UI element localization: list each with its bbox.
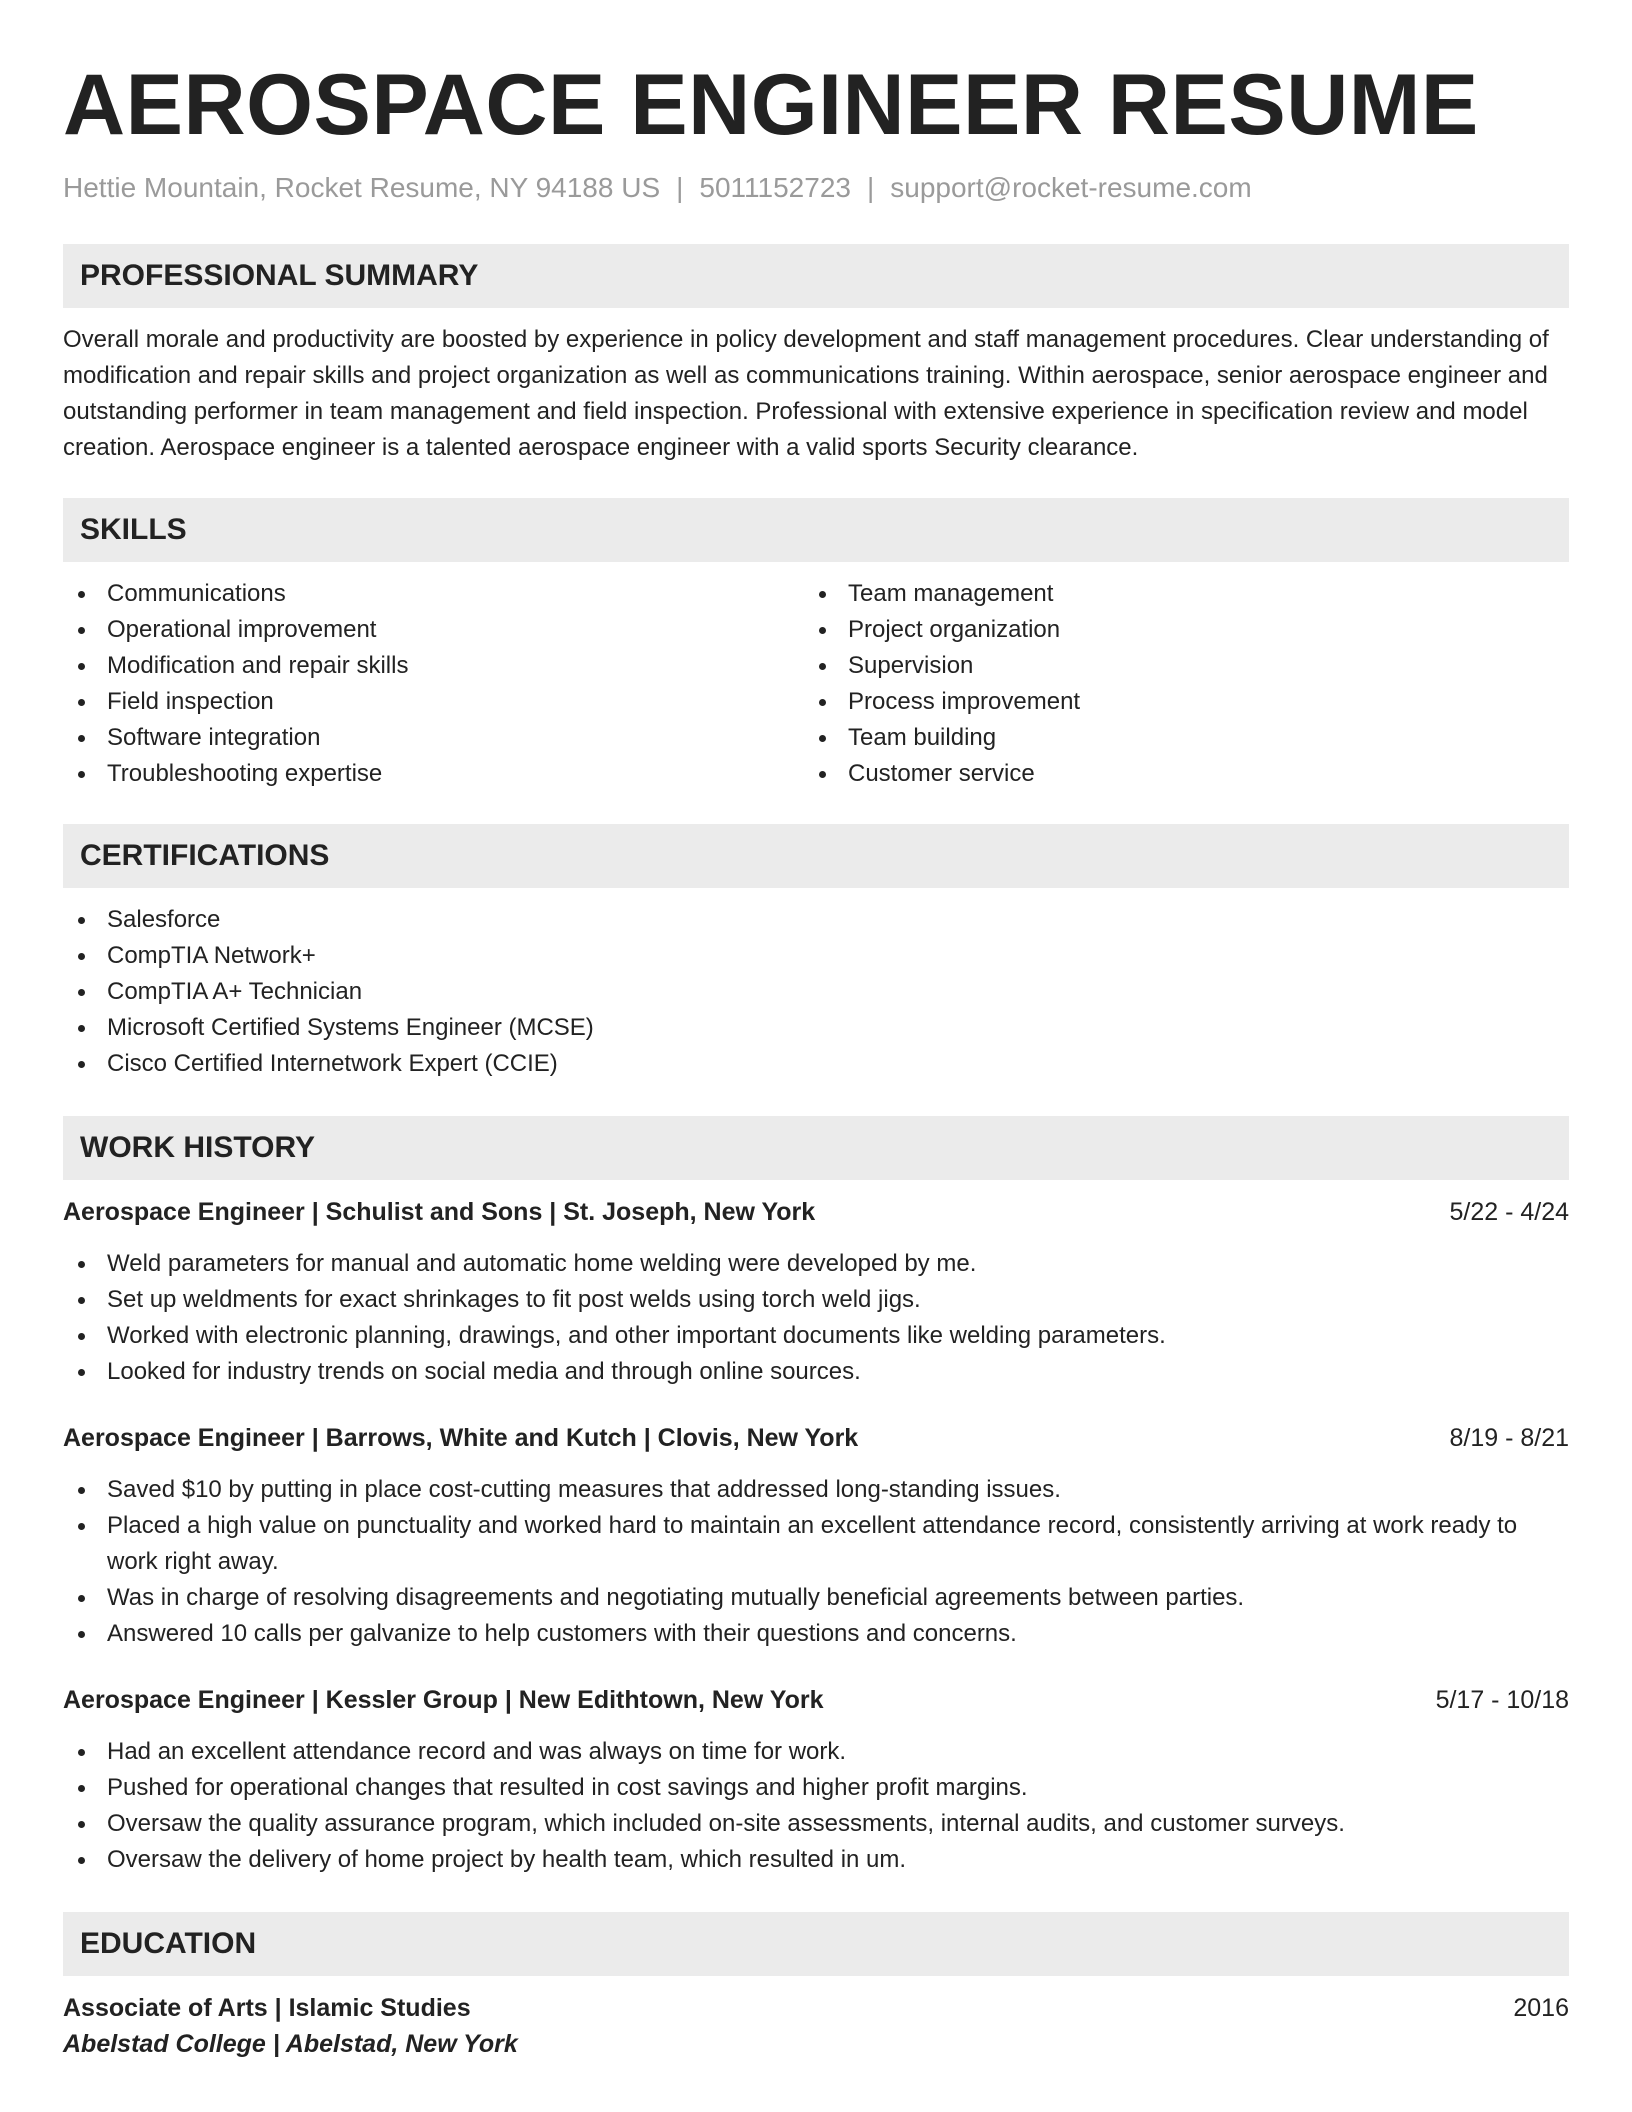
job-entry bbox=[63, 1420, 1569, 1652]
skill-item: Communications bbox=[63, 576, 804, 612]
job-title: Aerospace Engineer | Schulist and Sons | St. Joseph, New York bbox=[63, 1198, 816, 1226]
job-bullet: Oversaw the quality assurance program, which included on-site assessments, internal audits, and customer surveys. bbox=[63, 1806, 1569, 1842]
certification-item: Cisco Certified Internetwork Expert (CCIE) bbox=[63, 1046, 1569, 1082]
contact-separator: | bbox=[676, 172, 684, 203]
job-bullet: Oversaw the delivery of home project by health team, which resulted in um. bbox=[63, 1842, 1569, 1878]
education-header bbox=[63, 1990, 1569, 2026]
skill-item: Supervision bbox=[804, 648, 1569, 684]
section-header-certifications: CERTIFICATIONS bbox=[63, 824, 1569, 888]
skill-item: Modification and repair skills bbox=[63, 648, 804, 684]
summary-text: Overall morale and productivity are boosted by experience in policy development and staff management procedures. Clear understanding of modification and repair skills and project organization as well as communications training. Within aerospace, senior aerospace engineer and outstanding performer in team management and field inspection. Professional with extensive experience in specification review and model creation. Aerospace engineer is a talented aerospace engineer with a valid sports Security clearance. bbox=[63, 326, 1549, 461]
skill-item: Field inspection bbox=[63, 684, 804, 720]
certification-item: CompTIA A+ Technician bbox=[63, 974, 1569, 1010]
section-header-education: EDUCATION bbox=[63, 1912, 1569, 1976]
skill-item: Project organization bbox=[804, 612, 1569, 648]
contact-phone: 5011152723 bbox=[699, 172, 851, 203]
skill-item: Troubleshooting expertise bbox=[63, 756, 804, 792]
job-header bbox=[63, 1682, 1569, 1718]
job-entry bbox=[63, 1194, 1569, 1390]
contact-address: Hettie Mountain, Rocket Resume, NY 94188 US bbox=[63, 172, 661, 203]
job-title: Aerospace Engineer | Kessler Group | New Edithtown, New York bbox=[63, 1686, 824, 1714]
section-header-skills: SKILLS bbox=[63, 498, 1569, 562]
education-degree: Associate of Arts | Islamic Studies bbox=[63, 1994, 471, 2022]
job-header bbox=[63, 1194, 1569, 1230]
contact-separator: | bbox=[866, 172, 875, 203]
job-bullet: Saved $10 by putting in place cost-cutting measures that addressed long-standing issues. bbox=[63, 1472, 1569, 1508]
job-bullet: Pushed for operational changes that resulted in cost savings and higher profit margins. bbox=[63, 1770, 1569, 1806]
skills-list-left bbox=[63, 576, 804, 792]
job-bullets bbox=[63, 1246, 1569, 1390]
contact-line bbox=[63, 170, 1569, 206]
job-dates: 5/17 - 10/18 bbox=[1435, 1686, 1569, 1714]
education-entry bbox=[63, 1990, 1569, 2062]
job-header bbox=[63, 1420, 1569, 1456]
job-bullet: Had an excellent attendance record and was always on time for work. bbox=[63, 1734, 1569, 1770]
job-bullet: Placed a high value on punctuality and worked hard to maintain an excellent attendance record, consistently arriving at work ready to work right away. bbox=[63, 1508, 1569, 1580]
skill-item: Customer service bbox=[804, 756, 1569, 792]
skills-grid bbox=[63, 576, 1569, 792]
skill-item: Team management bbox=[804, 576, 1569, 612]
skill-item: Process improvement bbox=[804, 684, 1569, 720]
skill-item: Operational improvement bbox=[63, 612, 804, 648]
certifications-list bbox=[63, 902, 1569, 1082]
job-bullet: Answered 10 calls per galvanize to help customers with their questions and concerns. bbox=[63, 1616, 1569, 1652]
job-bullet: Set up weldments for exact shrinkages to fit post welds using torch weld jigs. bbox=[63, 1282, 1569, 1318]
education-school: Abelstad College | Abelstad, New York bbox=[63, 2030, 518, 2058]
skill-item: Team building bbox=[804, 720, 1569, 756]
job-entry bbox=[63, 1682, 1569, 1878]
job-title: Aerospace Engineer | Barrows, White and Kutch | Clovis, New York bbox=[63, 1424, 859, 1452]
certification-item: Salesforce bbox=[63, 902, 1569, 938]
job-bullets bbox=[63, 1472, 1569, 1652]
job-bullets bbox=[63, 1734, 1569, 1878]
skills-list-right bbox=[804, 576, 1569, 792]
education-year: 2016 bbox=[1513, 1994, 1569, 2022]
section-header-work-history: WORK HISTORY bbox=[63, 1116, 1569, 1180]
job-dates: 8/19 - 8/21 bbox=[1449, 1424, 1569, 1452]
job-dates: 5/22 - 4/24 bbox=[1449, 1198, 1569, 1226]
section-header-summary: PROFESSIONAL SUMMARY bbox=[63, 244, 1569, 308]
job-bullet: Weld parameters for manual and automatic home welding were developed by me. bbox=[63, 1246, 1569, 1282]
contact-email: support@rocket-resume.com bbox=[890, 172, 1252, 203]
job-bullet: Looked for industry trends on social media and through online sources. bbox=[63, 1354, 1569, 1390]
certification-item: Microsoft Certified Systems Engineer (MCSE) bbox=[63, 1010, 1569, 1046]
job-bullet: Worked with electronic planning, drawings, and other important documents like welding parameters. bbox=[63, 1318, 1569, 1354]
job-bullet: Was in charge of resolving disagreements and negotiating mutually beneficial agreements between parties. bbox=[63, 1580, 1569, 1616]
resume-title: AEROSPACE ENGINEER RESUME bbox=[63, 57, 1479, 153]
certification-item: CompTIA Network+ bbox=[63, 938, 1569, 974]
skill-item: Software integration bbox=[63, 720, 804, 756]
